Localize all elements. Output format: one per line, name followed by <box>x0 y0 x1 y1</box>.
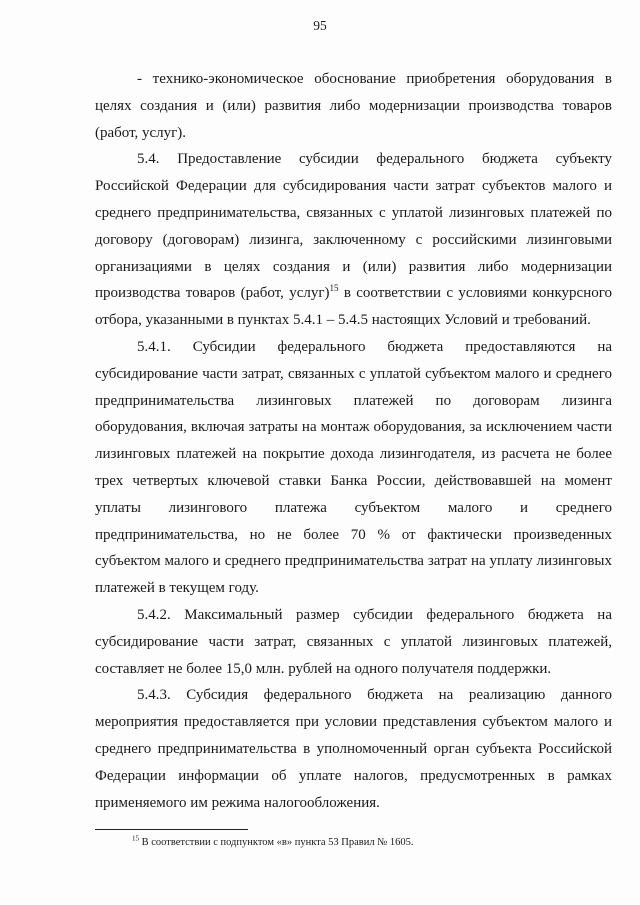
footnote-text: В соответствии с подпунктом «в» пункта 53 Правил № 1605. <box>139 837 414 848</box>
document-body <box>95 66 612 816</box>
footnote-separator <box>95 829 248 830</box>
page-number: 95 <box>313 18 327 33</box>
paragraph-5-4-1: 5.4.1. Субсидии федерального бюджета предоставляются на субсидирование части затрат, связанных с уплатой субъектом малого и среднего предпринимательства лизинговых платежей по договорам лизинга оборудования, включая затраты на монтаж оборудования, за исключением части лизинговых платежей на покрытие дохода лизингодателя, из расчета не более трех четвертых ключевой ставки Банка России, действовавшей на момент уплаты лизингового платежа субъектом малого и среднего предпринимательства, но не более 70 % от фактически произведенных субъектом малого и среднего предпринимательства затрат на уплату лизинговых платежей в текущем году. <box>95 338 612 597</box>
footnote-reference[interactable]: 15 <box>329 283 339 294</box>
paragraph-5-4-text-end: в соответствии с условиями конкурсного отбора, указанными в пунктах 5.4.1 – 5.4.5 настоящих Условий и требований. <box>95 285 612 329</box>
paragraph-5-4-2: 5.4.2. Максимальный размер субсидии федерального бюджета на субсидирование части затрат, связанных с уплатой лизинговых платежей, составляет не более 15,0 млн. рублей на одного получателя поддержки. <box>95 606 612 677</box>
paragraph-feasibility: - технико-экономическое обоснование приобретения оборудования в целях создания и (или) развития либо модернизации производства товаров (работ, услуг). <box>95 71 612 141</box>
paragraph-5-4-text: 5.4. Предоставление субсидии федерального бюджета субъекту Российской Федерации для субсидирования части затрат субъектов малого и среднего предпринимательства, связанных с уплатой лизинговых платежей по договору (договорам) лизинга, заключенному с российскими лизинговыми организациями в целях создания и (или) развития либо модернизации производства товаров (работ, услуг) <box>95 151 612 302</box>
footnote <box>132 836 414 850</box>
footnote-number: 15 <box>132 834 139 843</box>
paragraph-5-4 <box>95 146 612 334</box>
paragraph-5-4-3: 5.4.3. Субсидия федерального бюджета на реализацию данного мероприятия предоставляется при условии представления субъектом малого и среднего предпринимательства в уполномоченный орган субъекта Российской Федерации информации об уплате налогов, предусмотренных в рамках применяемого им режима налогообложения. <box>95 687 612 811</box>
